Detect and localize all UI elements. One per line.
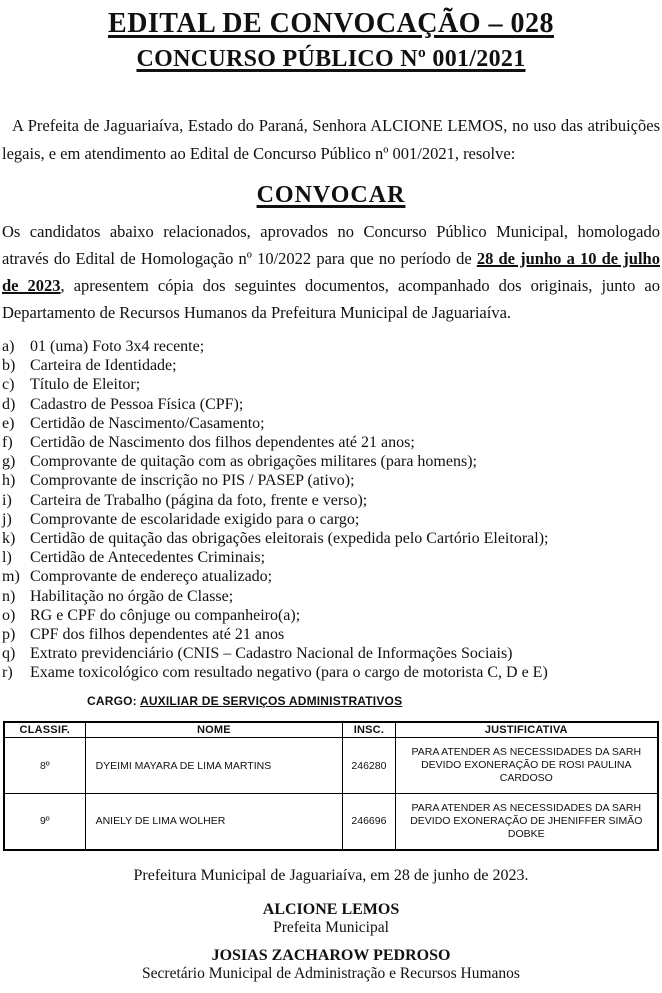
table-row bbox=[4, 794, 658, 850]
list-item-marker: c) bbox=[2, 376, 15, 394]
list-item-marker: h) bbox=[2, 472, 16, 490]
list-item-text: Certidão de Nascimento/Casamento; bbox=[30, 414, 265, 432]
list-item-text: RG e CPF do cônjuge ou companheiro(a); bbox=[30, 606, 301, 624]
signature-name: ALCIONE LEMOS bbox=[262, 900, 400, 918]
document-subtitle bbox=[2, 44, 660, 74]
documents-list-item bbox=[2, 471, 660, 490]
documents-list bbox=[2, 337, 660, 683]
table-row bbox=[4, 738, 658, 794]
list-item-marker: l) bbox=[2, 549, 12, 567]
signature-role: Secretário Municipal de Administração e Recursos Humanos bbox=[142, 964, 520, 982]
footer-dateline: Prefeitura Municipal de Jaguariaíva, em 28 de junho de 2023. bbox=[133, 866, 529, 884]
list-item-marker: i) bbox=[2, 491, 12, 509]
documents-list-item bbox=[2, 587, 660, 606]
list-item-text: Comprovante de endereço atualizado; bbox=[30, 568, 273, 586]
documents-list-item bbox=[2, 375, 660, 394]
table-header-cell: JUSTIFICATIVA bbox=[395, 722, 658, 738]
cargo-line bbox=[87, 694, 660, 708]
documents-list-item bbox=[2, 644, 660, 663]
list-item-marker: p) bbox=[2, 626, 16, 644]
list-item-marker: q) bbox=[2, 645, 16, 663]
candidates-table bbox=[3, 721, 659, 851]
list-item-marker: b) bbox=[2, 357, 16, 375]
convocation-period-highlight: 28 de junho a 10 de julho de 2023 bbox=[2, 249, 660, 295]
convocation-text-part1: Os candidatos abaixo relacionados, aprovados no Concurso Público Municipal, homologado através do Edital de Homologação nº 10/2022 para que no período de bbox=[2, 222, 660, 268]
document-title-text: EDITAL DE CONVOCAÇÃO – 028 bbox=[108, 8, 554, 39]
cell-justificativa: PARA ATENDER AS NECESSIDADES DA SARH DEVIDO EXONERAÇÃO DE ROSI PAULINA CARDOSO bbox=[395, 738, 658, 794]
list-item-text: Cadastro de Pessoa Física (CPF); bbox=[30, 395, 244, 413]
list-item-marker: m) bbox=[2, 568, 20, 586]
documents-list-item bbox=[2, 395, 660, 414]
table-header-cell: NOME bbox=[85, 722, 343, 738]
list-item-marker: a) bbox=[2, 338, 15, 355]
table-header-row bbox=[4, 722, 658, 738]
signature-block bbox=[2, 947, 660, 982]
list-item-text: Certidão de Antecedentes Criminais; bbox=[30, 549, 266, 567]
list-item-marker: k) bbox=[2, 530, 16, 548]
cell-justificativa: PARA ATENDER AS NECESSIDADES DA SARH DEVIDO EXONERAÇÃO DE JHENIFFER SIMÃO DOBKE bbox=[395, 794, 658, 850]
list-item-text: Carteira de Trabalho (página da foto, frente e verso); bbox=[30, 491, 368, 509]
convocation-text-part2: , apresentem cópia dos seguintes documentos, acompanhado dos originais, junto ao Departamento de Recursos Humanos da Prefeitura Municipal de Jaguariaíva. bbox=[2, 276, 660, 322]
signatures-block bbox=[2, 901, 660, 982]
table-header-cell: CLASSIF. bbox=[4, 722, 85, 738]
document-subtitle-text: CONCURSO PÚBLICO Nº 001/2021 bbox=[136, 46, 526, 72]
list-item-text: Comprovante de inscrição no PIS / PASEP (ativo); bbox=[30, 472, 355, 490]
documents-list-item bbox=[2, 567, 660, 586]
cell-classif: 8º bbox=[4, 738, 85, 794]
convocar-heading-text: CONVOCAR bbox=[256, 182, 406, 208]
signature-name: JOSIAS ZACHAROW PEDROSO bbox=[211, 946, 451, 964]
list-item-text: Comprovante de quitação com as obrigações militares (para homens); bbox=[30, 453, 477, 471]
signature-block bbox=[2, 901, 660, 936]
table-body bbox=[4, 738, 658, 850]
list-item-marker: e) bbox=[2, 414, 15, 432]
table-header-cell: INSC. bbox=[343, 722, 395, 738]
list-item-text: Extrato previdenciário (CNIS – Cadastro Nacional de Informações Sociais) bbox=[30, 645, 513, 663]
signature-role: Prefeita Municipal bbox=[273, 918, 389, 936]
documents-list-item bbox=[2, 356, 660, 375]
list-item-text: Certidão de quitação das obrigações eleitorais (expedida pelo Cartório Eleitoral); bbox=[30, 530, 549, 548]
cell-nome: ANIELY DE LIMA WOLHER bbox=[85, 794, 343, 850]
list-item-marker: f) bbox=[2, 434, 13, 452]
cell-insc: 246280 bbox=[343, 738, 395, 794]
list-item-marker: d) bbox=[2, 395, 16, 413]
convocation-paragraph bbox=[2, 218, 660, 326]
list-item-text: Título de Eleitor; bbox=[30, 376, 141, 394]
cell-insc: 246696 bbox=[343, 794, 395, 850]
documents-list-item bbox=[2, 414, 660, 433]
documents-list-item bbox=[2, 433, 660, 452]
cargo-label: CARGO: bbox=[87, 693, 140, 708]
cell-classif: 9º bbox=[4, 794, 85, 850]
documents-list-item bbox=[2, 491, 660, 510]
list-item-marker: n) bbox=[2, 587, 16, 605]
list-item-marker: o) bbox=[2, 606, 16, 624]
list-item-text: Certidão de Nascimento dos filhos dependentes até 21 anos; bbox=[30, 434, 415, 452]
list-item-text: CPF dos filhos dependentes até 21 anos bbox=[30, 626, 285, 644]
cell-nome: DYEIMI MAYARA DE LIMA MARTINS bbox=[85, 738, 343, 794]
list-item-marker: r) bbox=[2, 664, 13, 682]
documents-list-item bbox=[2, 510, 660, 529]
documents-list-item bbox=[2, 663, 660, 682]
list-item-text: Exame toxicológico com resultado negativo (para o cargo de motorista C, D e E) bbox=[30, 664, 548, 682]
documents-list-item bbox=[2, 452, 660, 471]
documents-list-item bbox=[2, 625, 660, 644]
documents-list-item bbox=[2, 529, 660, 548]
intro-paragraph: A Prefeita de Jaguariaíva, Estado do Paraná, Senhora ALCIONE LEMOS, no uso das atribuições legais, e em atendimento ao Edital de Concurso Público nº 001/2021, resolve: bbox=[2, 116, 660, 163]
documents-list-item bbox=[2, 548, 660, 567]
list-item-text: 01 (uma) Foto 3x4 recente; bbox=[30, 338, 205, 355]
cargo-value: AUXILIAR DE SERVIÇOS ADMINISTRATIVOS bbox=[139, 693, 403, 708]
list-item-text: Comprovante de escolaridade exigido para o cargo; bbox=[30, 510, 360, 528]
convocar-heading bbox=[2, 180, 660, 210]
list-item-marker: g) bbox=[2, 453, 16, 471]
list-item-marker: j) bbox=[2, 510, 12, 528]
documents-list-item bbox=[2, 606, 660, 625]
document-title bbox=[2, 6, 660, 42]
documents-list-item bbox=[2, 337, 660, 356]
list-item-text: Carteira de Identidade; bbox=[30, 357, 177, 375]
list-item-text: Habilitação no órgão de Classe; bbox=[30, 587, 234, 605]
